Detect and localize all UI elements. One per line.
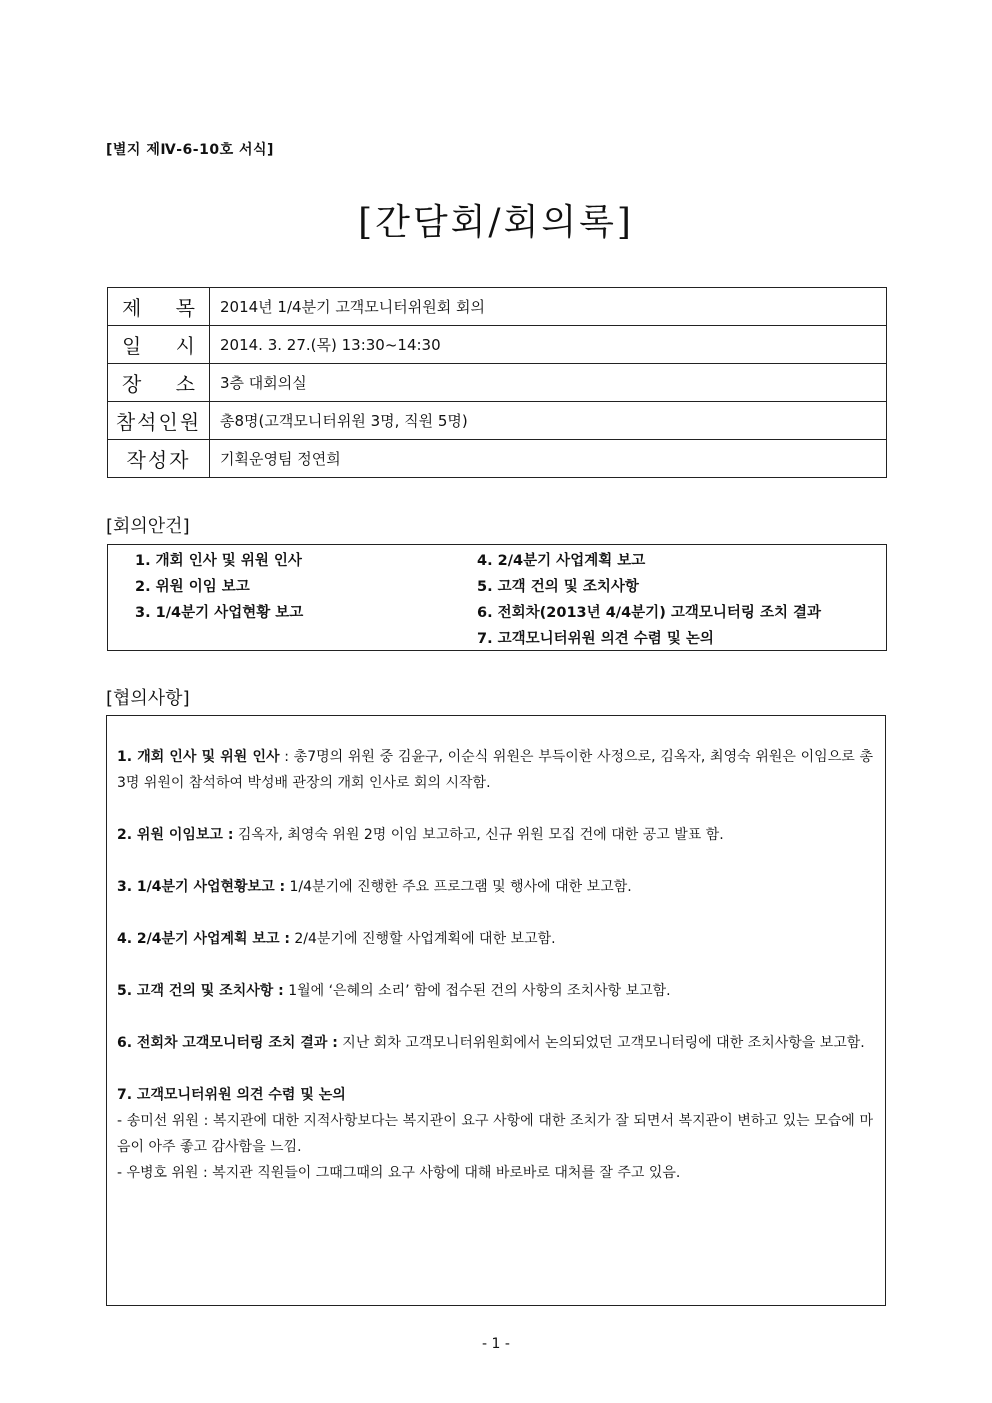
discussion-item-text: 1월에 ‘은혜의 소리’ 함에 접수된 건의 사항의 조치사항 보고함. xyxy=(283,983,671,999)
info-row-location xyxy=(108,364,887,402)
discussion-item-head: 6. 전회차 고객모니터링 조치 결과 : xyxy=(117,1035,338,1051)
discussion-item-text: 1/4분기에 진행한 주요 프로그램 및 행사에 대한 보고함. xyxy=(285,879,632,895)
discussion-item xyxy=(117,978,873,1004)
discussion-item-head: 1. 개회 인사 및 위원 인사 xyxy=(117,749,280,765)
agenda-item: 7. 고객모니터위원 의견 수렴 및 논의 xyxy=(477,631,714,647)
info-label: 참석인원 xyxy=(108,402,210,440)
discussion-item-head: 5. 고객 건의 및 조치사항 : xyxy=(117,983,284,999)
discussion-item xyxy=(117,874,873,900)
page-number: - 1 - xyxy=(482,1336,510,1352)
discussion-item xyxy=(117,822,873,848)
info-row-author xyxy=(108,440,887,478)
meeting-info-table xyxy=(107,287,887,478)
info-value: 기획운영팀 정연희 xyxy=(210,440,887,478)
discussion-item-opinions xyxy=(117,1082,873,1186)
discussion-item-text: : 총7명의 위원 중 김윤구, 이순식 위원은 부득이한 사정으로, 김옥자, 최영숙 위원은 이임으로 총 3명 위원이 참석하여 박성배 관장의 개회 인사로 회의 시작함. xyxy=(117,749,873,791)
discussion-item-head: 7. 고객모니터위원 의견 수렴 및 논의 xyxy=(117,1087,346,1103)
info-value: 2014. 3. 27.(목) 13:30~14:30 xyxy=(210,326,887,364)
discussion-item xyxy=(117,744,873,796)
discussion-item-text: 지난 회차 고객모니터위원회에서 논의되었던 고객모니터링에 대한 조치사항을 보고함. xyxy=(337,1035,865,1051)
info-row-attendees xyxy=(108,402,887,440)
agenda-item: 5. 고객 건의 및 조치사항 xyxy=(477,579,639,595)
discussion-item-text: 2/4분기에 진행할 사업계획에 대한 보고함. xyxy=(289,931,556,947)
discussion-item-head: 2. 위원 이임보고 : xyxy=(117,827,234,843)
discussion-box xyxy=(106,715,886,1306)
agenda-column-right xyxy=(477,548,821,652)
agenda-column-left xyxy=(135,548,303,626)
agenda-item: 4. 2/4분기 사업계획 보고 xyxy=(477,553,646,569)
agenda-box xyxy=(107,544,887,651)
info-row-subject xyxy=(108,288,887,326)
discussion-item-head: 3. 1/4분기 사업현황보고 : xyxy=(117,879,286,895)
discussion-item-head: 4. 2/4분기 사업계획 보고 : xyxy=(117,931,290,947)
info-row-datetime xyxy=(108,326,887,364)
info-label: 일 시 xyxy=(108,326,210,364)
opinion-line: - 우병호 위원 : 복지관 직원들이 그때그때의 요구 사항에 대해 바로바로 대처를 잘 주고 있음. xyxy=(117,1165,681,1181)
info-value: 3층 대회의실 xyxy=(210,364,887,402)
document-title: [간담회/회의록] xyxy=(358,202,634,243)
info-label: 장 소 xyxy=(108,364,210,402)
agenda-item: 6. 전회차(2013년 4/4분기) 고객모니터링 조치 결과 xyxy=(477,605,822,621)
info-label: 작성자 xyxy=(108,440,210,478)
info-value: 총8명(고객모니터위원 3명, 직원 5명) xyxy=(210,402,887,440)
discussion-item xyxy=(117,1030,873,1056)
info-value: 2014년 1/4분기 고객모니터위원회 회의 xyxy=(210,288,887,326)
agenda-item: 3. 1/4분기 사업현황 보고 xyxy=(135,605,304,621)
agenda-item: 1. 개회 인사 및 위원 인사 xyxy=(135,553,302,569)
discussion-item-text: 김옥자, 최영숙 위원 2명 이임 보고하고, 신규 위원 모집 건에 대한 공고 발표 함. xyxy=(233,827,724,843)
discussion-heading: [협의사항] xyxy=(106,688,190,709)
opinion-line: - 송미선 위원 : 복지관에 대한 지적사항보다는 복지관이 요구 사항에 대한 조치가 잘 되면서 복지관이 변하고 있는 모습에 마음이 아주 좋고 감사함을 느낌. xyxy=(117,1113,873,1155)
agenda-item: 2. 위원 이임 보고 xyxy=(135,579,250,595)
form-code: [별지 제Ⅳ-6-10호 서식] xyxy=(106,142,274,158)
info-label: 제 목 xyxy=(108,288,210,326)
agenda-heading: [회의안건] xyxy=(106,516,190,537)
discussion-item xyxy=(117,926,873,952)
discussion-content xyxy=(117,744,873,1212)
